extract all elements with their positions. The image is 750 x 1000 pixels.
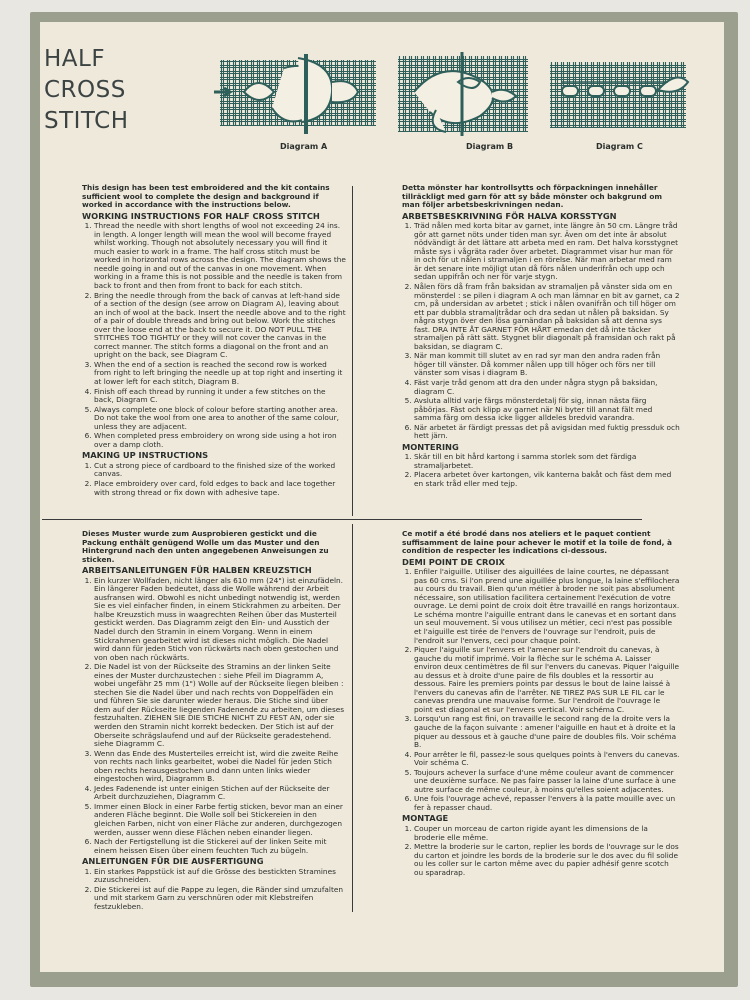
swedish-step: 1. Träd nålen med korta bitar av garnet, inte längre än 50 cm. Längre tråd gör att garnet nöts under tiden man syr. Även om det inte är absolut nödvändigt är det lättare att arbeta med en ram. Det halva korsstygnet måste sys i vågräta rader över arbetet. Diagrammet visar hur man för in och för ut nålen i stramaljen i en rörelse. När man arbetar med ram är det senare inte möjligt utan då förs nålen underifrån och upp och sedan uppifrån och ner för varje stygn. <box>414 222 680 282</box>
german-step: 4. Jedes Fadenende ist unter einigen Stichen auf der Rückseite der Arbeit durchzuziehen, Diagramm C. <box>94 785 346 802</box>
swedish-heading: ARBETSBESKRIVNING FÖR HALVA KORSSTYGN <box>402 210 617 221</box>
french-step: 2. Piquer l'aiguille sur l'envers et l'amener sur l'endroit du canevas, à gauche du motif imprimé. Voir la flèche sur le schéma A. Laisser environ deux centimètres de fil sur l'envers du canevas. Piquer l'aiguille au dessus et à droite d'une paire de fils doubles et la ressortir au dessous. Faire les premiers points par dessus le bout de laine laissé à l'envers du canevas afin de l'arrêter. NE TIREZ PAS SUR LE FIL car le canevas prendra une mauvaise forme. Sur l'endroit de l'ouvrage le point est diagonal et sur l'envers vertical. Voir schéma C. <box>414 646 680 714</box>
swedish-section <box>402 184 680 490</box>
german-step: 6. Nach der Fertigstellung ist die Stickerei auf der linken Seite mit einem heissen Eisen über einem feuchten Tuch zu bügeln. <box>94 838 346 855</box>
english-step: 3. When the end of a section is reached the second row is worked from right to left bringing the needle up at top right and inserting it at lower left for each stitch, Diagram B. <box>94 361 346 387</box>
german-making-up-step: 1. Ein starkes Pappstück ist auf die Grösse des bestickten Stramines zuzuschneiden. <box>94 868 346 885</box>
swedish-montering-step: 1. Skär till en bit hård kartong i samma storlek som det färdiga stramaljarbetet. <box>414 453 680 470</box>
english-intro: This design has been test embroidered and the kit contains sufficient wool to complete the design and background if worked in accordance with the instructions below. <box>82 183 330 210</box>
column-divider-bottom <box>352 524 353 912</box>
title-line-1: HALF <box>44 46 106 72</box>
english-step: 1. Thread the needle with short lengths of wool not exceeding 24 ins. in length. A longer length will mean the wool will become frayed whilst working. Though not absolutely necessary you will find it much easier to work in a frame. The half cross stitch must be worked in horizontal rows across the design. The diagram shows the needle going in and out of the canvas in one movement. When working in a frame this is not possible and the needle is taken from back to front and then from front to back for each stitch. <box>94 222 346 290</box>
swedish-montering-step: 2. Placera arbetet över kartongen, vik kanterna bakåt och fäst dem med en stark tråd eller med tejp. <box>414 471 680 488</box>
french-section <box>402 530 680 878</box>
swedish-step: 4. Fäst varje tråd genom att dra den under några stygn på baksidan, diagram C. <box>414 379 680 396</box>
german-step: 3. Wenn das Ende des Musterteiles erreicht ist, wird die zweite Reihe von rechts nach links gearbeitet, wobei die Nadel für jeden Stich oben rechts herausgestochen und dann unten links wieder eingestochen wird, Diagramm B. <box>94 750 346 784</box>
swedish-montering-heading: MONTERING <box>402 441 459 452</box>
english-heading: WORKING INSTRUCTIONS FOR HALF CROSS STITCH <box>82 210 320 221</box>
english-section <box>82 184 346 498</box>
english-step: 6. When completed press embroidery on wrong side using a hot iron over a damp cloth. <box>94 432 346 449</box>
swedish-step: 5. Avsluta alltid varje färgs mönsterdetalj för sig, innan nästa färg påbörjas. Fäst och klipp av garnet när Ni byter till annat fält med samma färg om dessa icke ligger alldeles bredvid varandra. <box>414 397 680 423</box>
diagram-b-label: Diagram B <box>466 142 514 151</box>
title-line-2: CROSS <box>44 77 126 103</box>
swedish-step: 2. Nålen förs då fram från baksidan av stramaljen på vänster sida om en mönsterdel : se pilen i diagram A och man lämnar en bit av garnet, ca 2 cm, på undersidan av arbetet ; stick i nålen ovanifrån och till höger om ett par dubbla stramaljtrådar och dra sedan ut nålen på baksidan. Sy några stygn över den lösa garnändan på baksidan så att denna sys fast. DRA INTE ÅT GARNET FÖR HÅRT emedan det då inte täcker stramaljen på rätt sätt. Stygnet blir diagonalt på framsidan och rakt på baksidan, se diagram C. <box>414 283 680 351</box>
swedish-intro: Detta mönster har kontrollsytts och förpackningen innehåller tillräckligt med garn för att sy både mönster och bakgrund om man följer arbetsbeskrivningen nedan. <box>402 183 663 210</box>
german-step: 1. Ein kurzer Wollfaden, nicht länger als 610 mm (24") ist einzufädeln. Ein längerer Faden bedeutet, dass die Wolle während der Arbeit ausfransen wird. Obwohl es nicht unbedingt notwendig ist, werden Sie es viel einfacher finden, in einem Stickrahmen zu arbeiten. Der halbe Kreuzstich muss in waagrechten Reihen über das Musterteil gestickt werden. Das Diagramm zeigt den Ein- und Ausstich der Nadel durch den Stramin in einem Vorgang. Wenn in einem Stickrahmen gearbeitet wird ist dieses nicht möglich. Die Nadel wird dann für jeden Stich von rückwärts nach oben gestochen und von oben nach rückwärts. <box>94 577 346 662</box>
french-heading: DEMI POINT DE CROIX <box>402 556 505 567</box>
english-making-up-heading: MAKING UP INSTRUCTIONS <box>82 450 209 461</box>
english-step: 5. Always complete one block of colour before starting another area. Do not take the wool from one area to another of the same colour, unless they are adjacent. <box>94 406 346 432</box>
diagram-b-image <box>396 52 530 136</box>
french-montage-heading: MONTAGE <box>402 813 449 824</box>
german-step: 5. Immer einen Block in einer Farbe fertig sticken, bevor man an einer anderen Fläche beginnt. Die Wolle soll bei Stickereien in den gleichen Farben, nicht von einer Fläche zur anderen, durchgezogen werden, ausser wenn diese Flächen neben einander liegen. <box>94 803 346 837</box>
diagram-a-image <box>214 52 380 136</box>
diagram-a-label: Diagram A <box>280 142 328 151</box>
french-montage-step: 2. Mettre la broderie sur le carton, replier les bords de l'ouvrage sur le dos du carton et joindre les bords de la broderie sur le dos avec du fil solide ou les coller sur le carton même avec du papier adhésif genre scotch ou sparadrap. <box>414 843 680 877</box>
french-montage-step: 1. Couper un morceau de carton rigide ayant les dimensions de la broderie elle même. <box>414 825 680 842</box>
diagram-c-label: Diagram C <box>596 142 643 151</box>
german-intro: Dieses Muster wurde zum Ausprobieren gestickt und die Packung enthält genügend Wolle um das Muster und den Hintergrund nach den unten angegebenen Anweisungen zu sticken. <box>82 529 329 564</box>
page-title <box>44 44 129 137</box>
title-line-3: STITCH <box>44 108 129 134</box>
french-step: 4. Pour arrêter le fil, passez-le sous quelques points à l'envers du canevas. Voir schéma C. <box>414 751 680 768</box>
english-making-up-step: 2. Place embroidery over card, fold edges to back and lace together with strong thread or fix down with adhesive tape. <box>94 480 346 497</box>
english-step: 2. Bring the needle through from the back of canvas at left-hand side of a section of the design (see arrow on Diagram A), leaving about an inch of wool at the back. Insert the needle above and to the right of a pair of double threads and bring out below. Work the stitches over the loose end at the back to secure it. DO NOT PULL THE STITCHES TOO TIGHTLY or they will not cover the canvas in the correct manner. The stitch forms a diagonal on the front and an upright on the back, see Diagram C. <box>94 292 346 360</box>
french-intro: Ce motif a été brodé dans nos ateliers et le paquet contient suffisamment de laine pour achever le motif et la toile de fond, à condition de respecter les indications ci-dessous. <box>402 529 672 556</box>
french-step: 6. Une fois l'ouvrage achevé, repasser l'envers à la patte mouille avec un fer à repasser chaud. <box>414 795 680 812</box>
german-making-up-step: 2. Die Stickerei ist auf die Pappe zu legen, die Ränder sind umzufalten und mit starkem Garn zu verschnüren oder mit Klebstreifen festzukleben. <box>94 886 346 912</box>
german-making-up-heading: ANLEITUNGEN FÜR DIE AUSFERTIGUNG <box>82 856 264 867</box>
column-divider-top <box>352 186 353 516</box>
german-section <box>82 530 346 912</box>
french-step: 1. Enfiler l'aiguille. Utiliser des aiguillées de laine courtes, ne dépassant pas 60 cms. Si l'on prend une aiguillée plus longue, la laine s'effilochera au cours du travail. Bien qu'un métier à broder ne soit pas absolument nécessaire, son utilisation facilitera certainement l'exécution de votre ouvrage. Le demi point de croix doit être travaillé en rangs horizontaux. Le schéma montre l'aiguille entrant dans le canevas et en sortant dans un seul mouvement. Si vous utilisez un métier, ceci n'est pas possible et l'aiguille est tirée de l'envers de l'ouvrage sur l'endroit, puis de l'endroit sur l'envers, ceci pour chaque point. <box>414 568 680 645</box>
german-heading: ARBEITSANLEITUNGEN FÜR HALBEN KREUZSTICH <box>82 565 312 576</box>
section-divider <box>42 519 642 520</box>
english-making-up-step: 1. Cut a strong piece of cardboard to the finished size of the worked canvas. <box>94 462 346 479</box>
german-step: 2. Die Nadel ist von der Rückseite des Stramins an der linken Seite eines der Muster durchzustechen : siehe Pfeil im Diagramm A, wobei ungefähr 25 mm (1") Wolle auf der Rückseite liegen bleiben : stechen Sie die Nadel über und nach rechts von Doppelfäden ein und führen Sie sie darunter wieder heraus. Die Stiche sind über dem auf der Rückseite liegenden Fadenende zu arbeiten, um dieses festzuhalten. ZIEHEN SIE DIE STICHE NICHT ZU FEST AN, oder sie werden den Stramin nicht korrekt bedecken. Der Stich ist auf der Oberseite schrägslaufend und auf der Rückseite geradestehend. siehe Diagramm C. <box>94 663 346 748</box>
swedish-step: 3. När man kommit till slutet av en rad syr man den andra raden från höger till vänster. Då kommer nålen upp till höger och förs ner till vänster som visas i diagram B. <box>414 352 680 378</box>
diagram-c-image <box>548 52 692 136</box>
swedish-step: 6. När arbetet är färdigt pressas det på avigsidan med fuktig pressduk och hett järn. <box>414 424 680 441</box>
french-step: 5. Toujours achever la surface d'une même couleur avant de commencer une deuxième surface. Ne pas faire passer la laine d'une surface à une autre surface de même couleur, à moins qu'elles soient adjacentes. <box>414 769 680 795</box>
english-step: 4. Finish off each thread by running it under a few stitches on the back, Diagram C. <box>94 388 346 405</box>
french-step: 3. Lorsqu'un rang est fini, on travaille le second rang de la droite vers la gauche de la façon suivante : amener l'aiguille en haut et à droite et la piquer au dessous et à gauche d'une paire de doubles fils. Voir schéma B. <box>414 715 680 749</box>
